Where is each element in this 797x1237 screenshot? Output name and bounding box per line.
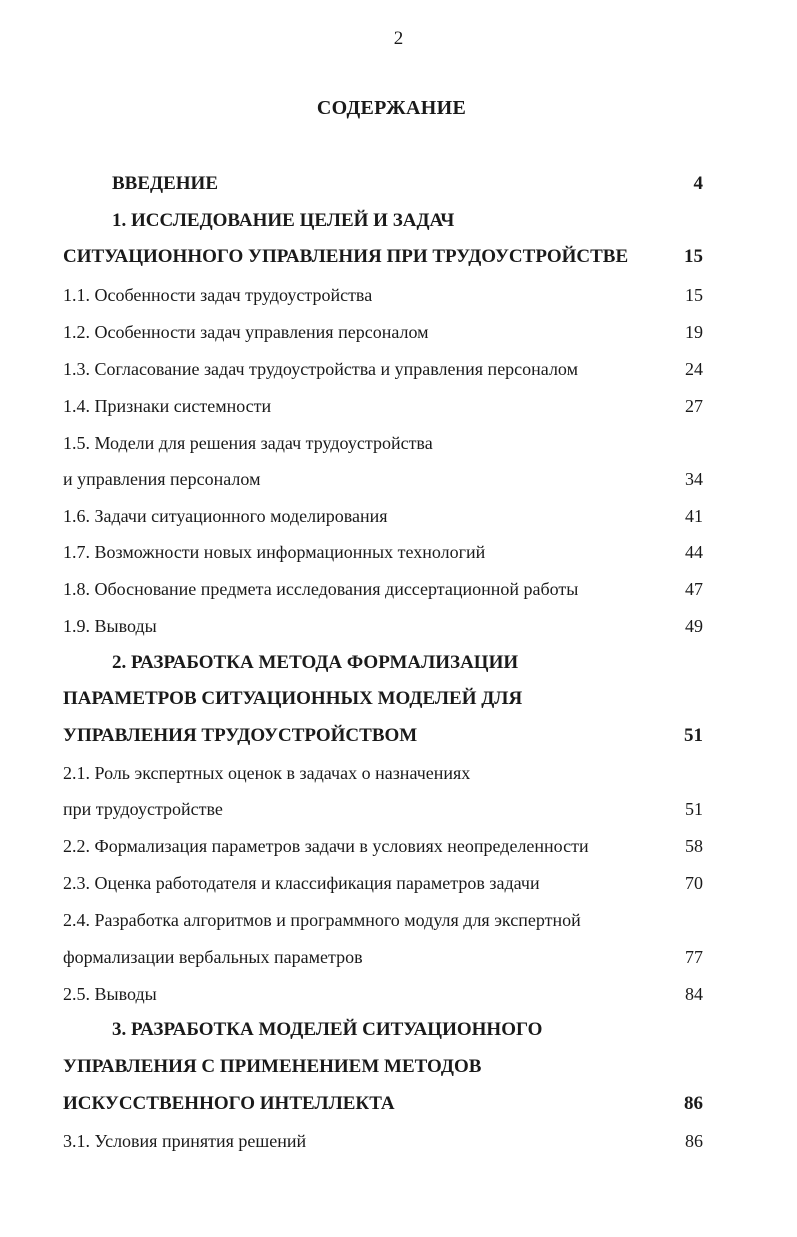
toc-entry-page: 27 — [685, 396, 703, 416]
toc-entry-title: формализации вербальных параметров — [63, 947, 363, 967]
toc-entry-title: УПРАВЛЕНИЯ С ПРИМЕНЕНИЕМ МЕТОДОВ — [63, 1056, 482, 1077]
toc-entry-page: 4 — [693, 173, 703, 194]
toc-entry-title: 2.1. Роль экспертных оценок в задачах о назначениях — [63, 763, 471, 783]
toc-entry-page: 24 — [685, 359, 703, 379]
toc-entry-page: 58 — [685, 836, 703, 856]
toc-entry-title: 2.4. Разработка алгоритмов и программного модуля для экспертной — [63, 910, 581, 930]
toc-entry-title: ИСКУССТВЕННОГО ИНТЕЛЛЕКТА — [63, 1093, 395, 1114]
toc-entry-page: 49 — [685, 616, 703, 636]
toc-entry-title: 1.7. Возможности новых информационных технологий — [63, 542, 486, 562]
page-number: 2 — [393, 28, 404, 49]
toc-entry-page: 77 — [685, 947, 703, 967]
toc-entry-title: 1.4. Признаки системности — [63, 396, 272, 416]
toc-entry-title: 1. ИССЛЕДОВАНИЕ ЦЕЛЕЙ И ЗАДАЧ — [112, 210, 455, 231]
toc-entry-title: 1.6. Задачи ситуационного моделирования — [63, 506, 388, 526]
toc-entry-title: ВВЕДЕНИЕ — [112, 173, 218, 194]
toc-entry-title: при трудоустройстве — [63, 799, 223, 819]
toc-entry-page: 15 — [685, 285, 703, 305]
toc-entry-page: 34 — [685, 469, 703, 489]
toc-heading: СОДЕРЖАНИЕ — [316, 97, 467, 119]
toc-entry-title: 3. РАЗРАБОТКА МОДЕЛЕЙ СИТУАЦИОННОГО — [112, 1019, 543, 1040]
toc-entry-title: 1.1. Особенности задач трудоустройства — [63, 285, 373, 305]
toc-entry-page: 51 — [684, 725, 703, 746]
toc-entry-title: СИТУАЦИОННОГО УПРАВЛЕНИЯ ПРИ ТРУДОУСТРОЙСТВЕ — [63, 246, 629, 267]
toc-entry-page: 41 — [685, 506, 703, 526]
toc-entry-title: 1.5. Модели для решения задач трудоустройства — [63, 433, 433, 453]
toc-entry-title: 2.2. Формализация параметров задачи в условиях неопределенности — [63, 836, 589, 856]
toc-entry-title: 1.3. Согласование задач трудоустройства и управления персоналом — [63, 359, 578, 379]
toc-entry-title: 1.9. Выводы — [63, 616, 157, 636]
toc-entry-page: 70 — [685, 873, 703, 893]
toc-entry-title: и управления персоналом — [63, 469, 261, 489]
toc-entry-title: 2.5. Выводы — [63, 984, 157, 1004]
toc-entry-title: 1.2. Особенности задач управления персоналом — [63, 322, 429, 342]
toc-entry-page: 86 — [685, 1131, 703, 1151]
toc-entry-page: 44 — [685, 542, 703, 562]
toc-entry-page: 84 — [685, 984, 703, 1004]
toc-entry-page: 15 — [684, 246, 703, 267]
toc-entry-title: 3.1. Условия принятия решений — [63, 1131, 307, 1151]
toc-entry-title: ПАРАМЕТРОВ СИТУАЦИОННЫХ МОДЕЛЕЙ ДЛЯ — [63, 688, 523, 709]
toc-entry-title: 2.3. Оценка работодателя и классификация параметров задачи — [63, 873, 540, 893]
toc-entry-page: 19 — [685, 322, 703, 342]
toc-entry-title: 2. РАЗРАБОТКА МЕТОДА ФОРМАЛИЗАЦИИ — [112, 652, 519, 673]
toc-entry-title: УПРАВЛЕНИЯ ТРУДОУСТРОЙСТВОМ — [63, 725, 418, 746]
toc-entry-title: 1.8. Обоснование предмета исследования диссертационной работы — [63, 579, 579, 599]
toc-entry-page: 86 — [684, 1093, 703, 1114]
toc-entry-page: 47 — [685, 579, 703, 599]
toc-entry-page: 51 — [685, 799, 703, 819]
